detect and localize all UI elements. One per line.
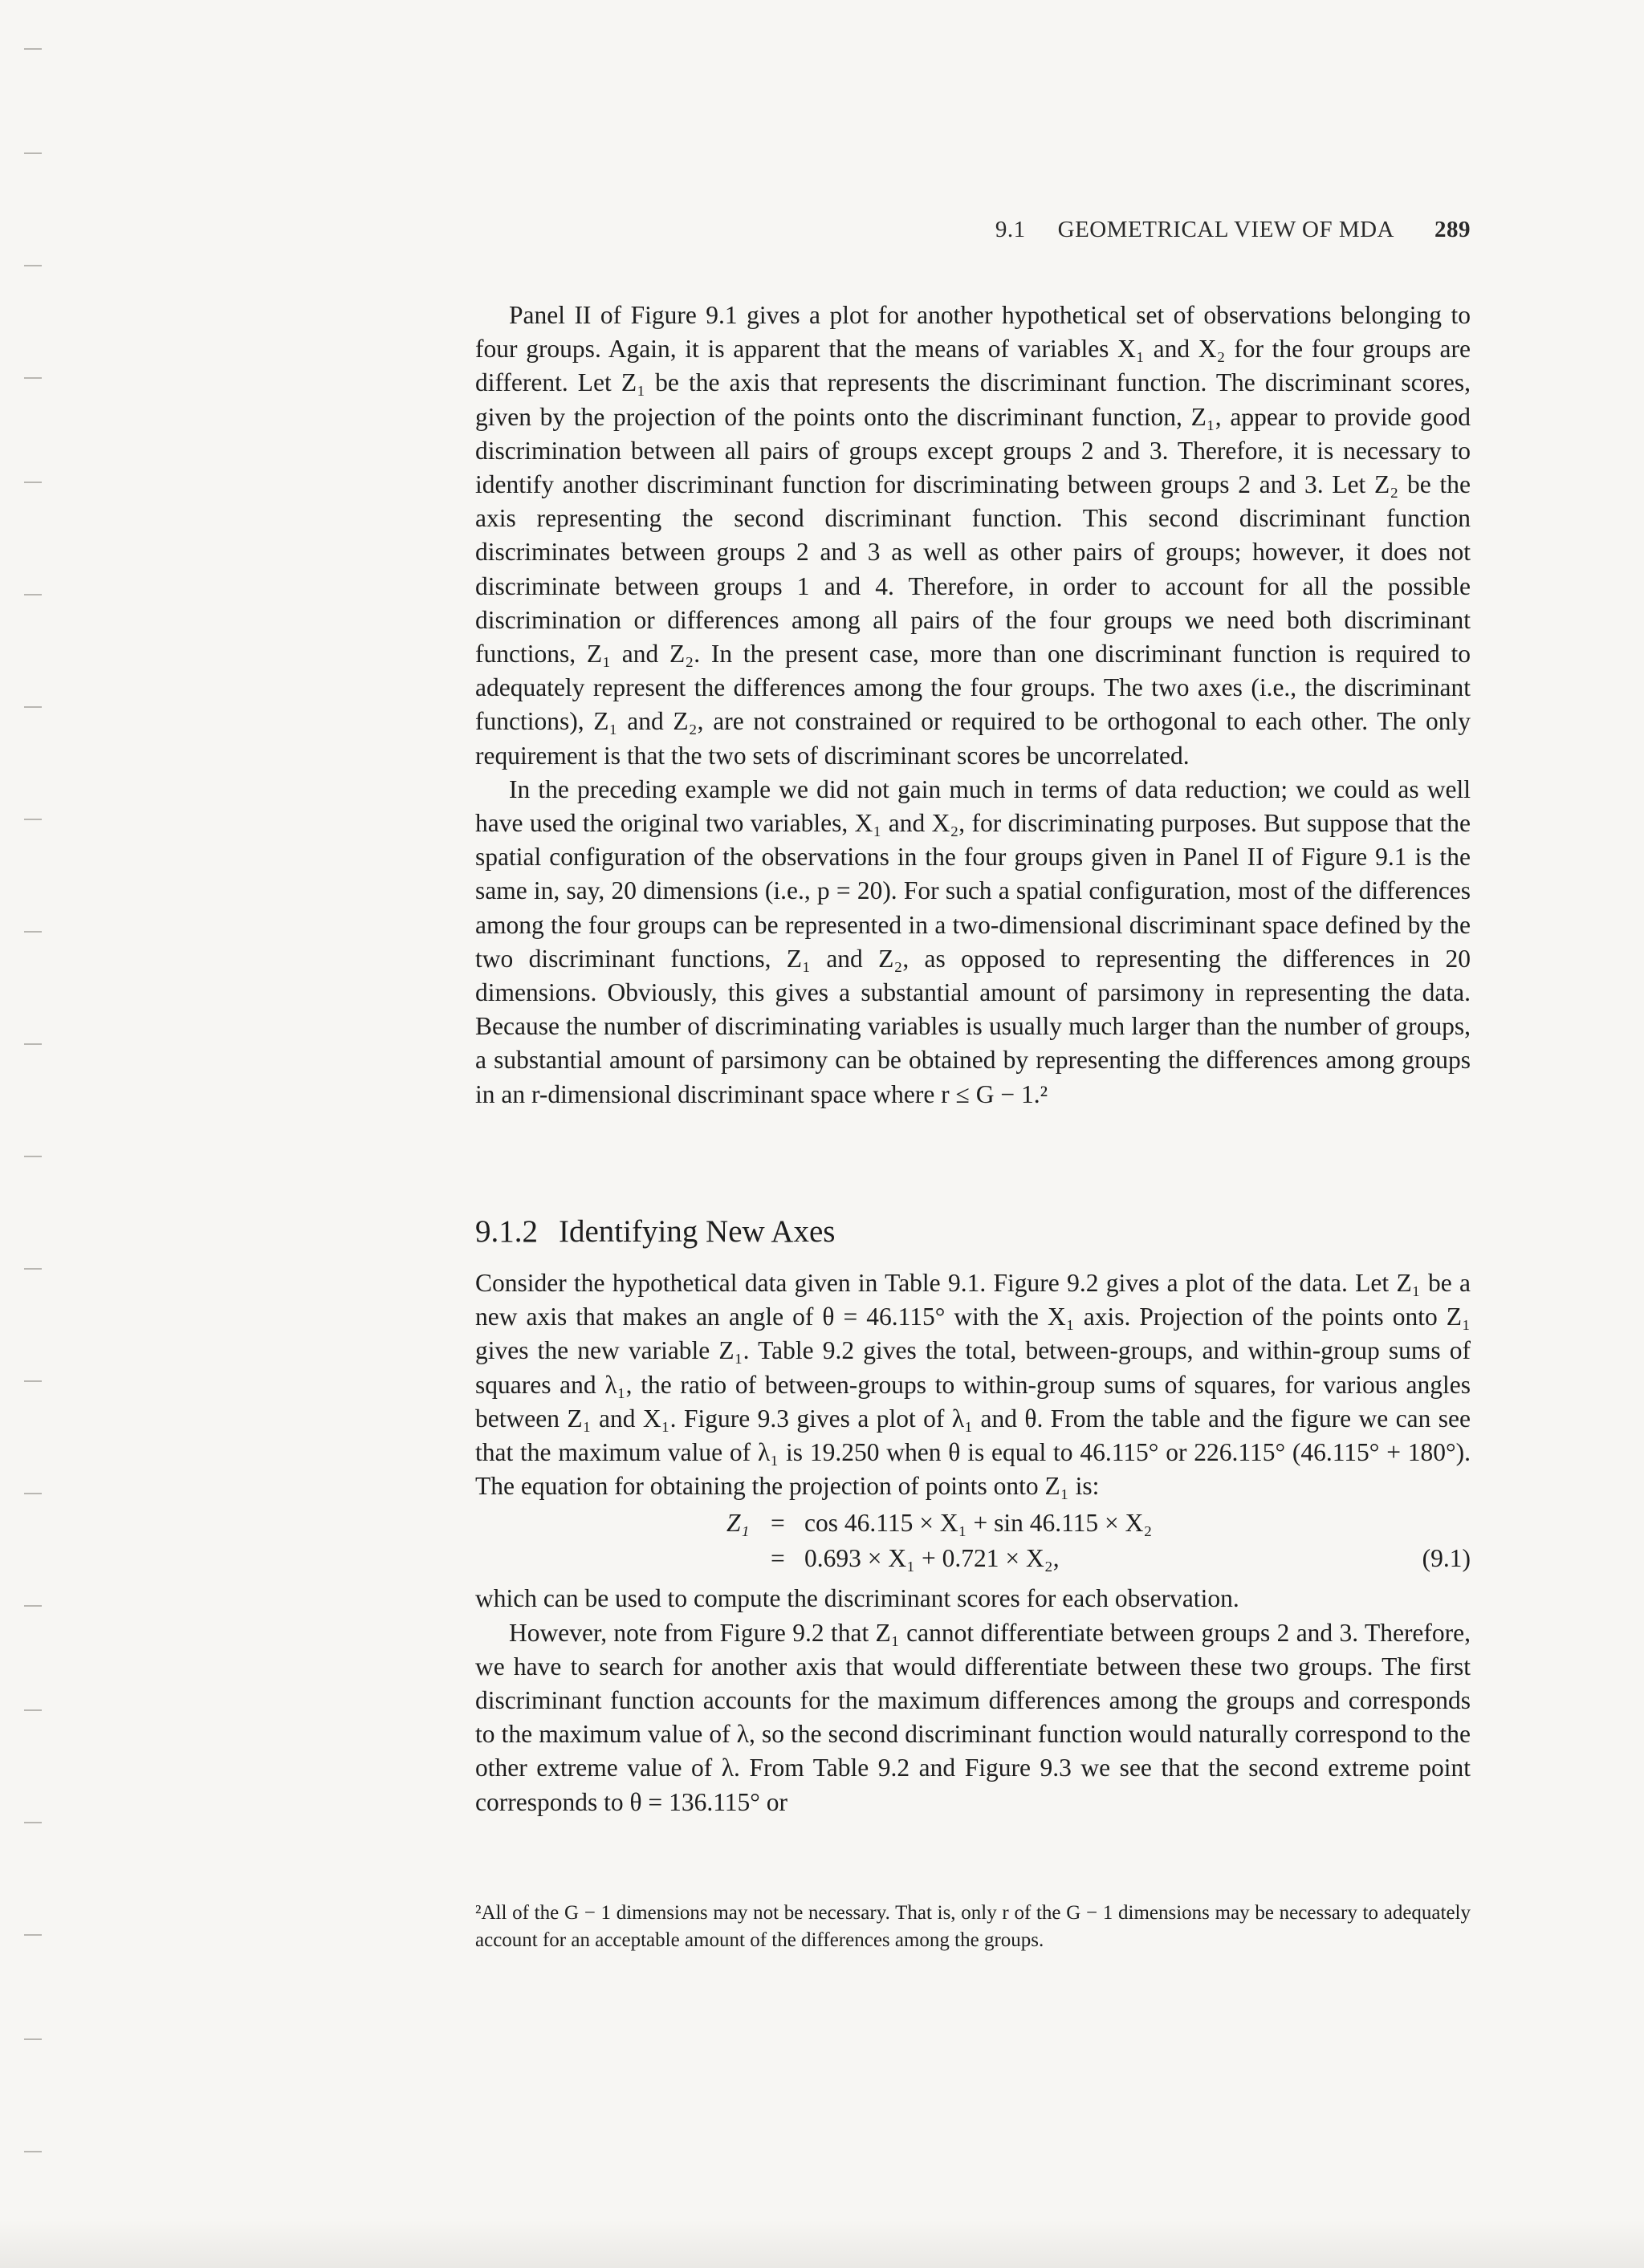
section-number: 9.1.2 bbox=[475, 1214, 538, 1249]
header-title: GEOMETRICAL VIEW OF MDA bbox=[1057, 217, 1394, 242]
scan-edge-shading bbox=[0, 2220, 1644, 2268]
equation-lhs: Z₁ bbox=[726, 1509, 750, 1538]
paragraph: In the preceding example we did not gain much in terms of data reduction; we could as well have used the original two variables, X₁ and X₂, for discriminating purposes. But suppose that the spatial configuration of the observations in the four groups given in Panel II of Figure 9.1 is the same in, say, 20 dimensions (i.e., p = 20). For such a spatial configuration, most of the differences among the four groups can be represented in a two-dimensional discriminant space defined by the two discriminant functions, Z₁ and Z₂, as opposed to representing the differences in 20 dimensions. Obviously, this gives a substantial amount of parsimony in representing the data. Because the number of discriminating variables is usually much larger than the number of groups, a substantial amount of parsimony can be obtained by representing the differences among groups in an r-dimensional discriminant space where r ≤ G − 1.² bbox=[475, 774, 1471, 1108]
paragraph: which can be used to compute the discriminant scores for each observation. bbox=[475, 1584, 1239, 1613]
paragraph: However, note from Figure 9.2 that Z₁ cannot differentiate between groups 2 and 3. Therefore, we have to search for another axis that would differentiate between these two groups. The first discriminant function accounts for the maximum differences among the groups and corresponds to the maximum value of λ, so the second discriminant function would naturally correspond to the other extreme value of λ. From Table 9.2 and Figure 9.3 we see that the second extreme point corresponds to θ = 136.115° or bbox=[475, 1618, 1471, 1816]
section-title: Identifying New Axes bbox=[559, 1214, 836, 1249]
equation-equals: = bbox=[771, 1544, 785, 1573]
page-number: 289 bbox=[1434, 217, 1471, 242]
equation-line-1: cos 46.115 × X₁ + sin 46.115 × X₂ bbox=[804, 1509, 1153, 1538]
body-text-bottom bbox=[475, 1266, 1471, 1819]
header-section-number: 9.1 bbox=[995, 217, 1026, 242]
equation-number: (9.1) bbox=[1422, 1544, 1471, 1573]
footnote-text: ²All of the G − 1 dimensions may not be necessary. That is, only r of the G − 1 dimensions may be necessary to adequately account for an acceptable amount of the differences among the groups. bbox=[475, 1902, 1471, 1951]
running-header bbox=[978, 217, 1471, 243]
paragraph: Consider the hypothetical data given in Table 9.1. Figure 9.2 gives a plot of the data. Let Z₁ be a new axis that makes an angle of θ = 46.115° with the X₁ axis. Projection of the points onto Z₁ gives the new variable Z₁. Table 9.2 gives the total, between-groups, and within-group sums of squares and λ₁, the ratio of between-groups to within-group sums of squares, for various angles between Z₁ and X₁. Figure 9.3 gives a plot of λ₁ and θ. From the table and the figure we can see that the maximum value of λ₁ is 19.250 when θ is equal to 46.115° or 226.115° (46.115° + 180°). The equation for obtaining the projection of points onto Z₁ is: bbox=[475, 1269, 1471, 1501]
body-text-top bbox=[475, 299, 1471, 1112]
section-heading bbox=[475, 1213, 835, 1250]
binding-edge-marks bbox=[0, 0, 48, 2268]
paragraph: Panel II of Figure 9.1 gives a plot for another hypothetical set of observations belonging to four groups. Again, it is apparent that the means of variables X₁ and X₂ for the four groups are different. Let Z₁ be the axis that represents the discriminant function. The discriminant scores, given by the projection of the points onto the discriminant function, Z₁, appear to provide good discrimination between all pairs of groups except groups 2 and 3. Therefore, it is necessary to identify another discriminant function for discriminating between groups 2 and 3. Let Z₂ be the axis representing the second discriminant function. This second discriminant function discriminates between groups 2 and 3 as well as other pairs of groups; however, it does not discriminate between groups 1 and 4. Therefore, in order to account for all the possible discrimination or differences among all pairs of the four groups we need both discriminant functions, Z₁ and Z₂. In the present case, more than one discriminant function is required to adequately represent the differences among the four groups. The two axes (i.e., the discriminant functions), Z₁ and Z₂, are not constrained or required to be orthogonal to each other. The only requirement is that the two sets of discriminant scores be uncorrelated. bbox=[475, 301, 1471, 770]
equation-equals: = bbox=[771, 1509, 785, 1538]
equation-9-1 bbox=[475, 1506, 1471, 1579]
footnote bbox=[475, 1900, 1471, 1954]
equation-line-2: 0.693 × X₁ + 0.721 × X₂, bbox=[804, 1544, 1060, 1573]
